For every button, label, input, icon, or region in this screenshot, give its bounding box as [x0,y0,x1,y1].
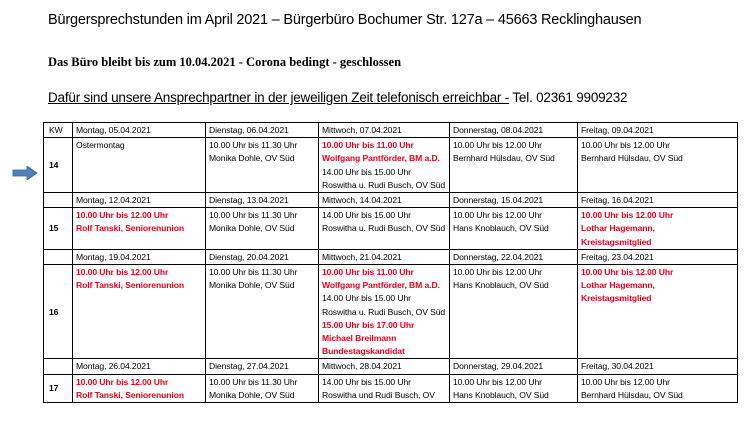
entry: 10.00 Uhr bis 12.00 Uhr [453,210,542,221]
highlight-entry: 10.00 Uhr bis 11.00 Uhr [322,267,414,278]
schedule-body [44,123,738,403]
entry: Roswitha u. Rudi Busch, OV Süd [322,306,446,317]
kw-header-blank [44,359,73,374]
page-title: Bürgersprechstunden im April 2021 – Bürgerbüro Bochumer Str. 127a – 45663 Recklinghausen [48,12,642,28]
entry: 10.00 Uhr bis 11.30 Uhr [209,267,298,278]
day-header: Dienstag, 20.04.2021 [206,249,319,264]
schedule-cell [578,374,738,402]
schedule-cell [73,138,206,193]
highlight-entry: Lothar Hagemann, [581,280,655,291]
schedule-cell [450,374,578,402]
entry: 10.00 Uhr bis 12.00 Uhr [453,267,542,278]
entry: Bernhard Hülsdau, OV Süd [581,153,683,164]
highlight-entry: Rolf Tanski, Seniorenunion [76,280,185,291]
highlight-entry: 10.00 Uhr bis 12.00 Uhr [581,267,674,278]
closed-notice: Das Büro bleibt bis zum 10.04.2021 - Corona bedingt - geschlossen [48,55,402,69]
kw-column-header: KW [44,123,73,138]
schedule-cell [450,208,578,250]
week-row [44,208,738,250]
schedule-cell [73,374,206,402]
week-number: 16 [44,265,73,359]
entry: Hans Knoblauch, OV Süd [453,223,549,234]
schedule-table [43,122,738,403]
week-number: 15 [44,208,73,250]
entry: Monika Dohle, OV Süd [209,389,295,400]
entry: Monika Dohle, OV Süd [209,153,295,164]
entry: 10.00 Uhr bis 12.00 Uhr [453,376,542,387]
day-header: Mittwoch, 14.04.2021 [319,193,450,208]
entry: 14.00 Uhr bis 15.00 Uhr [322,376,411,387]
schedule-cell [578,265,738,359]
highlight-entry: Wolfgang Pantförder, BM a.D. [322,153,440,164]
day-header: Mittwoch, 21.04.2021 [319,249,450,264]
day-header: Dienstag, 06.04.2021 [206,123,319,138]
right-arrow-icon [12,166,38,185]
entry: 10.00 Uhr bis 11.30 Uhr [209,210,298,221]
day-header: Mittwoch, 07.04.2021 [319,123,450,138]
day-header: Montag, 19.04.2021 [73,249,206,264]
entry: Monika Dohle, OV Süd [209,280,295,291]
kw-header-blank [44,249,73,264]
day-header: Donnerstag, 08.04.2021 [450,123,578,138]
phone-number: Tel. 02361 9909232 [509,90,628,105]
day-header: Donnerstag, 29.04.2021 [450,359,578,374]
day-header: Mittwoch, 28.04.2021 [319,359,450,374]
kw-header-blank [44,193,73,208]
schedule-cell [319,265,450,359]
entry: 10.00 Uhr bis 11.30 Uhr [209,376,298,387]
phone-intro: Dafür sind unsere Ansprechpartner in der jeweiligen Zeit telefonisch erreichbar - [48,90,510,105]
entry: 14.00 Uhr bis 15.00 Uhr [322,210,411,221]
entry: 10.00 Uhr bis 11.30 Uhr [209,140,298,151]
schedule-cell [319,374,450,402]
day-header-row [44,123,738,138]
day-header: Freitag, 09.04.2021 [578,123,738,138]
entry: 10.00 Uhr bis 12.00 Uhr [453,140,542,151]
highlight-entry: Michael Breilmann [322,333,397,344]
entry: 10.00 Uhr bis 12.00 Uhr [581,376,670,387]
week-number: 14 [44,138,73,193]
week-row [44,138,738,193]
highlight-entry: 10.00 Uhr bis 12.00 Uhr [76,210,169,221]
highlight-entry: 10.00 Uhr bis 12.00 Uhr [76,376,169,387]
entry: 14.00 Uhr bis 15.00 Uhr [322,293,411,304]
day-header-row [44,359,738,374]
day-header: Dienstag, 13.04.2021 [206,193,319,208]
day-header: Donnerstag, 15.04.2021 [450,193,578,208]
schedule-cell [206,138,319,193]
day-header: Montag, 05.04.2021 [73,123,206,138]
day-header: Freitag, 16.04.2021 [578,193,738,208]
highlight-entry: 15.00 Uhr bis 17.00 Uhr [322,319,415,330]
schedule-cell [578,138,738,193]
schedule-cell [319,138,450,193]
day-header: Dienstag, 27.04.2021 [206,359,319,374]
schedule-cell [319,208,450,250]
highlight-entry: Bundestagskandidat [322,346,405,357]
day-header: Montag, 12.04.2021 [73,193,206,208]
entry: Ostermontag [76,140,125,151]
schedule-cell [206,208,319,250]
highlight-entry: Rolf Tanski, Seniorenunion [76,223,185,234]
week-row [44,374,738,402]
highlight-entry: 10.00 Uhr bis 12.00 Uhr [76,267,169,278]
entry: Hans Knoblauch, OV Süd [453,280,549,291]
entry: Monika Dohle, OV Süd [209,223,295,234]
highlight-entry: Rolf Tanski, Seniorenunion [76,389,185,400]
day-header: Freitag, 23.04.2021 [578,249,738,264]
week-row [44,265,738,359]
highlight-entry: Lothar Hagemann, [581,223,655,234]
entry: 10.00 Uhr bis 12.00 Uhr [581,140,670,151]
schedule-cell [450,138,578,193]
highlight-entry: Kreistagsmitglied [581,293,652,304]
highlight-entry: 10.00 Uhr bis 12.00 Uhr [581,210,674,221]
entry: Roswitha u. Rudi Busch, OV Süd [322,223,446,234]
phone-notice [48,90,627,105]
schedule-cell [206,374,319,402]
entry: 14.00 Uhr bis 15.00 Uhr [322,166,411,177]
schedule-cell [73,208,206,250]
week-number: 17 [44,374,73,402]
highlight-entry: 10.00 Uhr bis 11.00 Uhr [322,140,414,151]
highlight-entry: Wolfgang Pantförder, BM a.D. [322,280,440,291]
schedule-cell [450,265,578,359]
entry: Roswitha und Rudi Busch, OV [322,389,435,400]
schedule-cell [73,265,206,359]
day-header-row [44,249,738,264]
schedule-cell [578,208,738,250]
entry: Roswitha u. Rudi Busch, OV Süd [322,179,446,190]
schedule-cell [206,265,319,359]
highlight-entry: Kreistagsmitglied [581,236,652,247]
day-header: Donnerstag, 22.04.2021 [450,249,578,264]
day-header-row [44,193,738,208]
day-header: Freitag, 30.04.2021 [578,359,738,374]
entry: Bernhard Hülsdau, OV Süd [581,389,683,400]
entry: Bernhard Hülsdau, OV Süd [453,153,555,164]
entry: Hans Knoblauch, OV Süd [453,389,549,400]
day-header: Montag, 26.04.2021 [73,359,206,374]
